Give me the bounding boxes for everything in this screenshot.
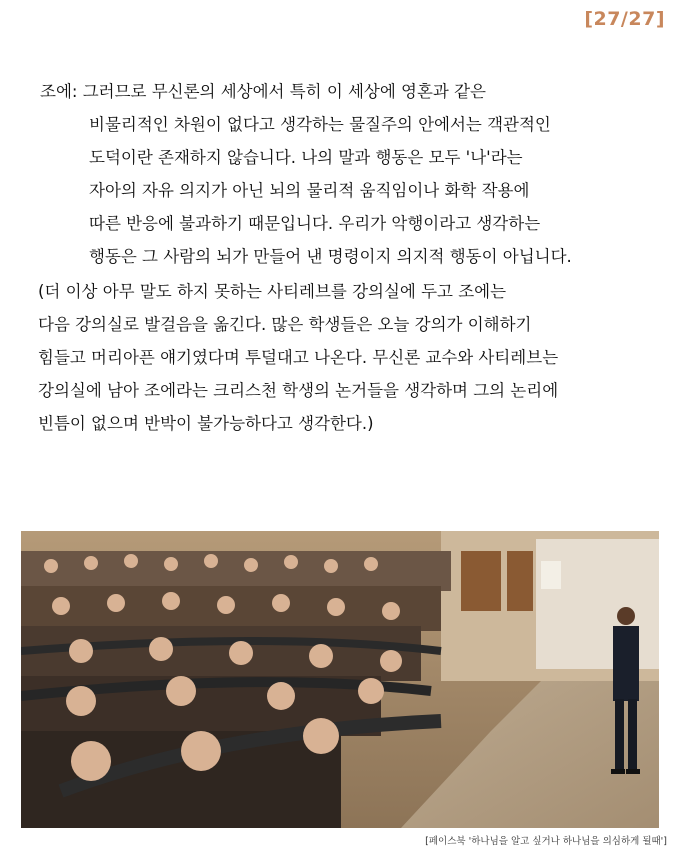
page-counter: [27/27]	[584, 8, 665, 30]
dialogue-text: 그러므로 무신론의 세상에서 특히 이 세상에 영혼과 같은	[82, 82, 486, 101]
dialogue-line	[40, 75, 660, 108]
narration-line: (더 이상 아무 말도 하지 못하는 사티레브를 강의실에 두고 조에는	[38, 282, 507, 301]
lecture-hall-photo	[21, 531, 659, 828]
narration-block	[38, 275, 668, 440]
narration-line: 강의실에 남아 조에라는 크리스천 학생의 논거들을 생각하며 그의 논리에	[38, 381, 559, 400]
dialogue-line: 비물리적인 차원이 없다고 생각하는 물질주의 안에서는 객관적인	[89, 115, 551, 134]
dialogue-line: 행동은 그 사람의 뇌가 만들어 낸 명령이지 의지적 행동이 아닙니다.	[89, 247, 572, 266]
dialogue-line: 자아의 자유 의지가 아닌 뇌의 물리적 움직임이나 화학 작용에	[89, 181, 530, 200]
dialogue-line: 따른 반응에 불과하기 때문입니다. 우리가 악행이라고 생각하는	[89, 214, 541, 233]
photo-caption: [페이스북 '하나님을 알고 싶거나 하나님을 의심하게 될때']	[425, 836, 667, 847]
dialogue-block	[40, 75, 660, 273]
narration-line: 힘들고 머리아픈 얘기였다며 투덜대고 나온다. 무신론 교수와 사티레브는	[38, 348, 559, 367]
narration-line: 다음 강의실로 발걸음을 옮긴다. 많은 학생들은 오늘 강의가 이해하기	[38, 315, 532, 334]
narration-line: 빈틈이 없으며 반박이 불가능하다고 생각한다.)	[38, 414, 374, 433]
speaker-label: 조에:	[40, 82, 78, 101]
dialogue-line: 도덕이란 존재하지 않습니다. 나의 말과 행동은 모두 '나'라는	[89, 148, 523, 167]
